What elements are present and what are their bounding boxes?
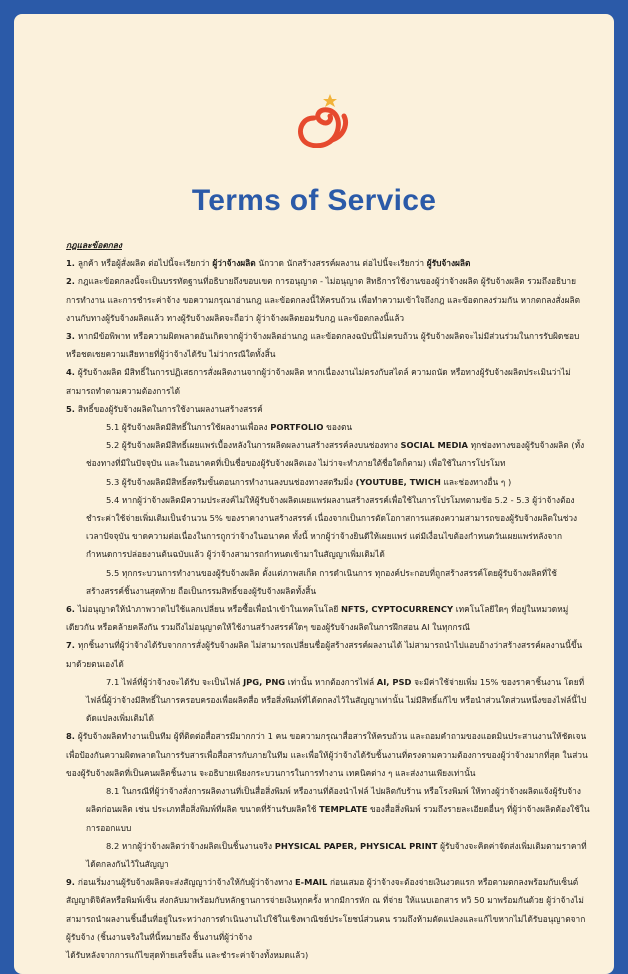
clause-text: (YOUTUBE, TWICH: [355, 476, 441, 487]
clause-text: 8.1 ในกรณีที่ผู้ว่าจ้างสั่งการผลิตงานที่เป็นสื่อสิ่งพิมพ์ หรืองานที่ต้องนำไฟล์ ไปผลิตกับร้าน หรือโรงพิมพ์ ให้ทางผู้ว่าจ้างผลิตแจ้งผู้รับจ้างผลิตก่อนผลิต เช่น ประเภทสื่อสิ่งพิมพ์ที่ผลิต ขนาดที่ร้านรับผลิตใช้: [86, 786, 581, 815]
terms-clause: [66, 363, 590, 399]
clause-text: และช่องทางอื่น ๆ ): [440, 476, 512, 487]
terms-subclause: [66, 673, 590, 728]
terms-clause: [66, 400, 590, 418]
clause-text: 8.: [66, 731, 78, 742]
clause-text: 7.1 ไฟล์ที่ผู้ว่าจ้างจะได้รับ จะเป็นไฟล์: [106, 676, 244, 687]
terms-subclause: [66, 418, 590, 436]
clause-text: ทุกช่องทางของผู้รับจ้างผลิต (ทั้งช่องทางที่มีในปัจจุบัน และในอนาคตที่เป็นชื่อของผู้รับจ้างผลิตเอง ไม่ว่าจะทำภายใต้ชื่อใดก็ตาม) เพื่อใช้ในการโปรโมท: [86, 440, 585, 469]
clause-text: ทุกชิ้นงานที่ผู้ว่าจ้างได้รับจากการสั่งผู้รับจ้างผลิต ไม่สามารถเปลี่ยนชื่อผู้สร้างสรรค์ผลงานได้ ไม่สามารถนำไปแอบอ้างว่าสร้างสรรค์ผลงานนี้ขึ้นมาด้วยตนเองได้: [66, 640, 583, 669]
clause-text: ผู้รับจ้างจะคิดค่าจัดส่งเพิ่มเติมตามราคาที่ได้ตกลงกันไว้ในสัญญา: [86, 840, 587, 869]
clause-text: 5.1 ผู้รับจ้างผลิตมีสิทธิ์ในการใช้ผลงานเพื่อลง: [106, 422, 271, 433]
terms-subclause: [66, 473, 590, 491]
clause-text: ไม่อนุญาตให้นำภาพวาดไปใช้แลกเปลี่ยน หรือซื้อเพื่อนำเข้าในเทคโนโลยี: [77, 604, 341, 615]
terms-clause: [66, 272, 590, 327]
clause-text: PORTFOLIO: [270, 422, 324, 433]
clause-text: จะมีค่าใช้จ่ายเพิ่ม 15% ของราคาชิ้นงาน โดยที่ไฟล์นี้ผู้ว่าจ้างมีสิทธิ์ในการครอบครองเพื่อผลิตสื่อ หรือสิ่งพิมพ์ที่ได้ตกลงไว้ในสัญญาเท่านั้น ไม่มีสิทธิ์แก้ไข หรือนำส่วนใดส่วนหนึ่งของไฟล์นี้ไปดัดแปลงเพิ่มเติมได้: [86, 676, 587, 724]
terms-clause: [66, 873, 590, 946]
clause-text: ลูกค้า หรือผู้สั่งผลิต ต่อไปนี้จะเรียกว่า: [77, 258, 213, 269]
clause-text: 1.: [66, 258, 78, 269]
section-heading: กฎและข้อตกลง: [66, 240, 122, 250]
clause-text: 6.: [66, 604, 78, 615]
clause-text: ผู้รับจ้างผลิตทำงานเป็นทีม ผู้ที่ติดต่อสื่อสารมีมากกว่า 1 คน ขอความกรุณาสื่อสารให้ครบถ้วน และถอมคำถามของแอดมินประสานงานให้ชัดเจนเพื่อป้องกันความผิดพลาดในการรับสารเพื่อสื่อสารกับภายในทีม และเพื่อให้ผู้ว่าจ้างได้รับชิ้นงานที่ตรงตามความต้องการของผู้ว่าจ้างมากที่สุด ในส่วนของผู้รับจ้างผลิตที่เป็นคนผลิตชิ้นงาน จะอธิบายเพียงกระบวนการในการทำงาน เทคนิคต่าง ๆ และส่งงานเพียงเท่านั้น: [66, 731, 588, 778]
terms-subclause: [66, 564, 590, 600]
clause-text: 5.: [66, 403, 78, 414]
terms-subclause: [66, 837, 590, 873]
clause-text: ได้รับหลังจากการแก้ไขสุดท้ายเสร็จสิ้น และชำระค่าจ้างทั้งหมดแล้ว): [66, 949, 309, 960]
terms-clause: [66, 327, 590, 363]
clause-text: 5.4 หากผู้ว่าจ้างผลิตมีความประสงค์ไม่ให้ผู้รับจ้างผลิตเผยแพร่ผลงานสร้างสรรค์เพื่อใช้ในการโปรโมทตามข้อ 5.2 - 5.3 ผู้ว่าจ้างต้องชำระค่าใช้จ่ายเพิ่มเติมเป็นจำนวน 5% ของราคางานสร้างสรรค์ เนื่องจากเป็นการตัดโอกาสการแสดงความสามารถของผู้รับจ้างผลิตในช่วงเวลาปัจจุบัน ขาดความต่อเนื่องในการถูกว่าจ้างในอนาคต ทั้งนี้ หากผู้ว่าจ้างยินดีให้เผยแพร่ แต่มีเงื่อนไขต้องกำหนดวันเผยแพร่หลังจากกำหนดการปล่อยงานต้นฉบับแล้ว ผู้ว่าจ้างสามารถกำหนดเข้ามาในสัญญาเพิ่มเติมได้: [86, 494, 578, 560]
terms-clause: [66, 727, 590, 782]
terms-content: [66, 236, 590, 964]
clause-text: เท่านั้น หากต้องการไฟล์: [285, 676, 377, 687]
clause-text: สิทธิ์ของผู้รับจ้างผลิตในการใช้งานผลงานสร้างสรรค์: [77, 403, 263, 414]
clause-text: ของตน: [323, 422, 353, 433]
clause-text: TEMPLATE: [319, 804, 368, 815]
clause-text: 5.5 ทุกกระบวนการทำงานของผู้รับจ้างผลิต ตั้งแต่ภาพสเก็ต การดำเนินการ ทุกองค์ประกอบที่ถูกสร้างสรรค์โดยผู้รับจ้างผลิตที่ใช้สร้างสรรค์ชิ้นงานสุดท้าย ถือเป็นกรรมสิทธิ์ของผู้รับจ้างผลิตทั้งสิ้น: [86, 567, 557, 596]
clause-text: 8.2 หากผู้ว่าจ้างผลิตว่าจ้างผลิตเป็นชิ้นงานจริง: [106, 840, 275, 851]
brand-logo-icon: [292, 88, 354, 148]
terms-subclause: [66, 436, 590, 472]
page-title: Terms of Service: [191, 184, 437, 217]
clause-text: NFTS, CYPTOCURRENCY: [340, 604, 454, 615]
clause-text: ผู้ว่าจ้างผลิต: [212, 258, 256, 269]
terms-clause: [66, 600, 590, 636]
clause-text: E-MAIL: [294, 877, 328, 888]
clause-text: ก่อนเสมอ ผู้ว่าจ้างจะต้องจ่ายเงินงวดแรก หรือตามตกลงพร้อมกับเซ็นต์สัญญาดิจิตัลหรือพิมพ์เซ็น ส่งกลับมาพร้อมกับหลักฐานการจ่ายเงินทุกครั้ง หากมีการหัก ณ ที่จ่าย ให้แนบเอกสาร ทวิ 50 มาพร้อมกันด้วย ผู้ว่าจ้างไม่สามารถนำผลงานชิ้นอื่นที่อยู่ในระหว่างการดำเนินงานไปใช้ในเชิงพาณิชย์ประโยชน์ส่วนตน รวมถึงห้ามตัดแปลงและแก้ไขหากไม่ได้รับอนุญาตจากผู้รับจ้าง (ชิ้นงานจริงในที่นี้หมายถึง ชิ้นงานที่ผู้ว่าจ้าง: [66, 877, 586, 942]
clause-text: PHYSICAL PAPER, PHYSICAL PRINT: [274, 840, 438, 851]
terms-card: [14, 14, 614, 974]
clause-text: 3.: [66, 331, 78, 342]
terms-clause: [66, 946, 590, 964]
terms-clause: [66, 254, 590, 272]
clause-text: กฎและข้อตกลงนี้จะเป็นบรรทัดฐานที่อธิบายถึงขอบเขต การอนุญาต - ไม่อนุญาต สิทธิการใช้งานของผู้ว่าจ้างผลิต ผู้รับจ้างผลิต รวมถึงอธิบายการทำงาน และการชำระค่าจ้าง ขอความกรุณาอ่านกฎ และข้อตกลงนี้ให้ครบถ้วน เพื่อทำความเข้าใจถึงกฎ และข้อตกลงร่วมกัน หากตกลงสั่งผลิตงานกับทางผู้รับจ้างผลิตแล้ว ทางผู้รับจ้างผลิตจะถือว่า ผู้ว่าจ้างผลิตยอมรับกฎ และข้อตกลงนี้แล้ว: [66, 276, 581, 323]
terms-clause: [66, 636, 590, 672]
clause-text: ของสื่อสิ่งพิมพ์ รวมถึงรายละเอียดอื่นๆ ที่ผู้ว่าจ้างผลิตต้องใช้ในการออกแบบ: [86, 804, 590, 833]
terms-subclause: [66, 491, 590, 564]
clause-text: ผู้รับจ้างผลิต มีสิทธิ์ในการปฏิเสธการสั่งผลิตงานจากผู้ว่าจ้างผลิต หากเนื่องงานไม่ตรงกับสไตล์ ความถนัด หรือทางผู้รับจ้างผลิตประเมินว่าไม่สามารถทำตามความต้องการได้: [66, 367, 571, 396]
clause-text: ก่อนเริ่มงานผู้รับจ้างผลิตจะส่งสัญญาว่าจ้างให้กับผู้ว่าจ้างทาง: [77, 877, 295, 888]
clause-text: 5.3 ผู้รับจ้างผลิตมีสิทธิ์สตรีมขั้นตอนการทำงานลงบนช่องทางสตรีมมิ่ง: [106, 476, 356, 487]
clause-text: หากมีข้อพิพาท หรือความผิดพลาดอันเกิดจากผู้ว่าจ้างผลิตอ่านกฎ และข้อตกลงฉบับนี้ไม่ครบถ้วน ผู้รับจ้างผลิตจะไม่มีส่วนร่วมในการรับผิดชอบ หรือชดเชยความเสียหายที่ผู้ว่าจ้างได้รับ ไม่ว่ากรณีใดทั้งสิ้น: [66, 331, 580, 360]
clause-text: AI, PSD: [376, 676, 412, 687]
clause-text: SOCIAL MEDIA: [400, 440, 468, 451]
terms-subclause: [66, 782, 590, 837]
clause-text: JPG, PNG: [243, 676, 286, 687]
clause-text: 2.: [66, 276, 78, 287]
clause-text: 7.: [66, 640, 78, 651]
clause-text: 4.: [66, 367, 78, 378]
clause-text: 9.: [66, 877, 78, 888]
clause-text: เทคโนโลยีใดๆ ที่อยู่ในหมวดหมู่เดียวกัน หรือคล้ายคลึงกัน รวมถึงไม่อนุญาตให้ใช้งานสร้างสรรค์ใดๆ ของผู้รับจ้างผลิตในการฝึกสอน AI ในทุกกรณี: [66, 604, 569, 633]
clause-text: ผู้รับจ้างผลิต: [426, 258, 471, 269]
clause-text: 5.2 ผู้รับจ้างผลิตมีสิทธิ์เผยแพร่เบื้องหลังในการผลิตผลงานสร้างสรรค์ลงบนช่องทาง: [106, 440, 401, 451]
clause-text: นักวาด นักสร้างสรรค์ผลงาน ต่อไปนี้จะเรียกว่า: [255, 258, 427, 269]
